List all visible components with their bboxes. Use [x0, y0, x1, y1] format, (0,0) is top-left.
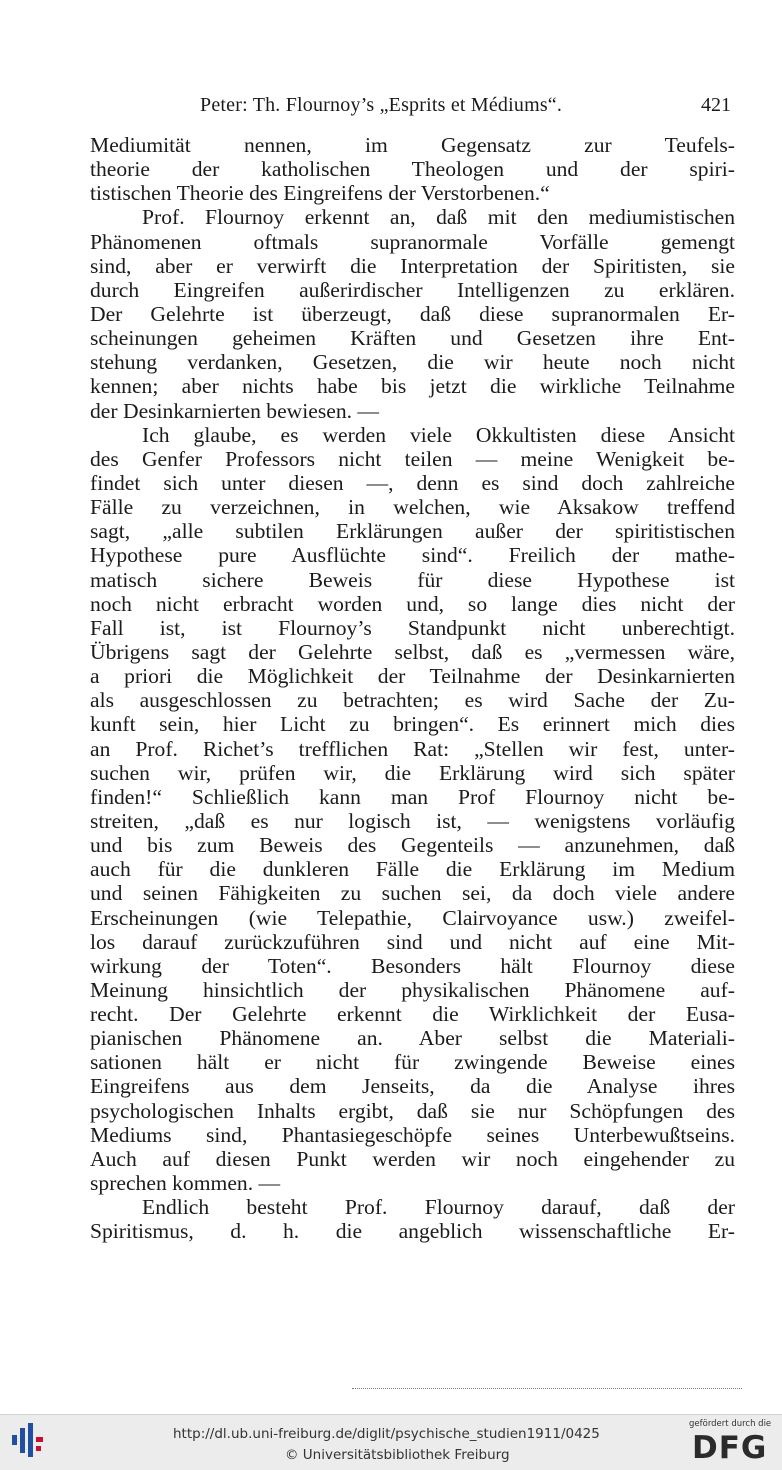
- text-line: Eingreifens aus dem Jenseits, da die Analyse ihres: [90, 1074, 735, 1099]
- text-line: Der Gelehrte ist überzeugt, daß diese supranormalen Er-: [90, 301, 735, 326]
- text-line: recht. Der Gelehrte erkennt die Wirklichkeit der Eusa-: [90, 1002, 735, 1027]
- footer-bar: [0, 1414, 782, 1470]
- page-number: 421: [701, 94, 731, 116]
- text-line: a priori die Möglichkeit der Teilnahme der Desinkarnierten: [90, 664, 735, 689]
- dfg-logo[interactable]: DFG: [692, 1430, 768, 1466]
- text-line: kennen; aber nichts habe bis jetzt die wirkliche Teilnahme: [90, 374, 735, 399]
- text-line: auch für die dunkleren Fälle die Erklärung im Medium: [90, 857, 735, 882]
- text-line: sprechen kommen. —: [90, 1171, 281, 1196]
- text-line: noch nicht erbracht worden und, so lange dies nicht der: [90, 591, 735, 616]
- text-line: streiten, „daß es nur logisch ist, — wenigstens vorläufig: [90, 808, 735, 833]
- footer-url-link[interactable]: http://dl.ub.uni-freiburg.de/diglit/psychische_studien1911/0425: [173, 1426, 600, 1442]
- text-line: pianischen Phänomene an. Aber selbst die Materiali-: [90, 1026, 735, 1051]
- text-line: wirkung der Toten“. Besonders hält Flournoy diese: [90, 953, 735, 978]
- text-line: Fälle zu verzeichnen, in welchen, wie Aksakow treffend: [90, 495, 735, 520]
- text-line: des Genfer Professors nicht teilen — meine Wenigkeit be-: [90, 446, 735, 471]
- footer-rule: [352, 1388, 742, 1389]
- text-line: Fall ist, ist Flournoy’s Standpunkt nicht unberechtigt.: [90, 615, 735, 640]
- text-line: der Desinkarnierten bewiesen. —: [90, 398, 380, 423]
- text-line: Erscheinungen (wie Telepathie, Clairvoyance usw.) zweifel-: [90, 905, 735, 930]
- text-line: und bis zum Beweis des Gegenteils — anzunehmen, daß: [90, 833, 735, 858]
- text-line: und seinen Fähigkeiten zu suchen sei, da doch viele andere: [90, 881, 735, 906]
- text-line: findet sich unter diesen —, denn es sind doch zahlreiche: [90, 470, 735, 495]
- running-title: Peter: Th. Flournoy’s „Esprits et Médiums“.: [200, 94, 563, 116]
- text-line: scheinungen geheimen Kräften und Gesetzen ihre Ent-: [90, 326, 735, 351]
- text-line: Meinung hinsichtlich der physikalischen Phänomene auf-: [90, 977, 735, 1002]
- text-line: sationen hält er nicht für zwingende Beweise eines: [90, 1050, 735, 1075]
- text-line: an Prof. Richet’s trefflichen Rat: „Stellen wir fest, unter-: [90, 736, 735, 761]
- running-header: [90, 94, 735, 118]
- text-line: Phänomenen oftmals supranormale Vorfälle gemengt: [90, 229, 735, 254]
- text-line: matisch sichere Beweis für diese Hypothese ist: [90, 567, 735, 592]
- text-line: tistischen Theorie des Eingreifens der Verstorbenen.“: [90, 181, 550, 206]
- ub-freiburg-logo-icon[interactable]: [8, 1423, 48, 1459]
- text-line: Hypothese pure Ausflüchte sind“. Freilich der mathe-: [90, 543, 735, 568]
- text-line: Mediums sind, Phantasiegeschöpfe seines Unterbewußtseins.: [90, 1122, 735, 1147]
- text-line: sind, aber er verwirft die Interpretation der Spiritisten, sie: [90, 253, 735, 278]
- text-line: Prof. Flournoy erkennt an, daß mit den mediumistischen: [142, 205, 735, 230]
- footer-copyright: © Universitätsbibliothek Freiburg: [285, 1447, 510, 1463]
- text-line: Spiritismus, d. h. die angeblich wissenschaftliche Er-: [90, 1219, 735, 1244]
- text-line: suchen wir, prüfen wir, die Erklärung wird sich später: [90, 760, 735, 785]
- text-line: Auch auf diesen Punkt werden wir noch eingehender zu: [90, 1146, 735, 1171]
- text-line: theorie der katholischen Theologen und der spiri-: [90, 157, 735, 182]
- text-line: Mediumität nennen, im Gegensatz zur Teufels-: [90, 133, 735, 157]
- text-line: Ich glaube, es werden viele Okkultisten diese Ansicht: [142, 422, 735, 447]
- dfg-tagline: gefördert durch die: [689, 1419, 772, 1429]
- text-line: durch Eingreifen außerirdischer Intelligenzen zu erklären.: [90, 277, 735, 302]
- text-line: als ausgeschlossen zu betrachten; es wird Sache der Zu-: [90, 688, 735, 713]
- text-line: los darauf zurückzuführen sind und nicht auf eine Mit-: [90, 929, 735, 954]
- text-line: Endlich besteht Prof. Flournoy darauf, daß der: [142, 1195, 735, 1220]
- text-line: finden!“ Schließlich kann man Prof Flournoy nicht be-: [90, 784, 735, 809]
- text-line: Übrigens sagt der Gelehrte selbst, daß es „vermessen wäre,: [90, 639, 735, 664]
- page-body: [90, 133, 735, 1243]
- text-line: stehung verdanken, Gesetzen, die wir heute noch nicht: [90, 350, 735, 375]
- text-line: kunft sein, hier Licht zu bringen“. Es erinnert mich dies: [90, 712, 735, 737]
- text-line: psychologischen Inhalts ergibt, daß sie nur Schöpfungen des: [90, 1098, 735, 1123]
- text-line: sagt, „alle subtilen Erklärungen außer der spiritistischen: [90, 519, 735, 544]
